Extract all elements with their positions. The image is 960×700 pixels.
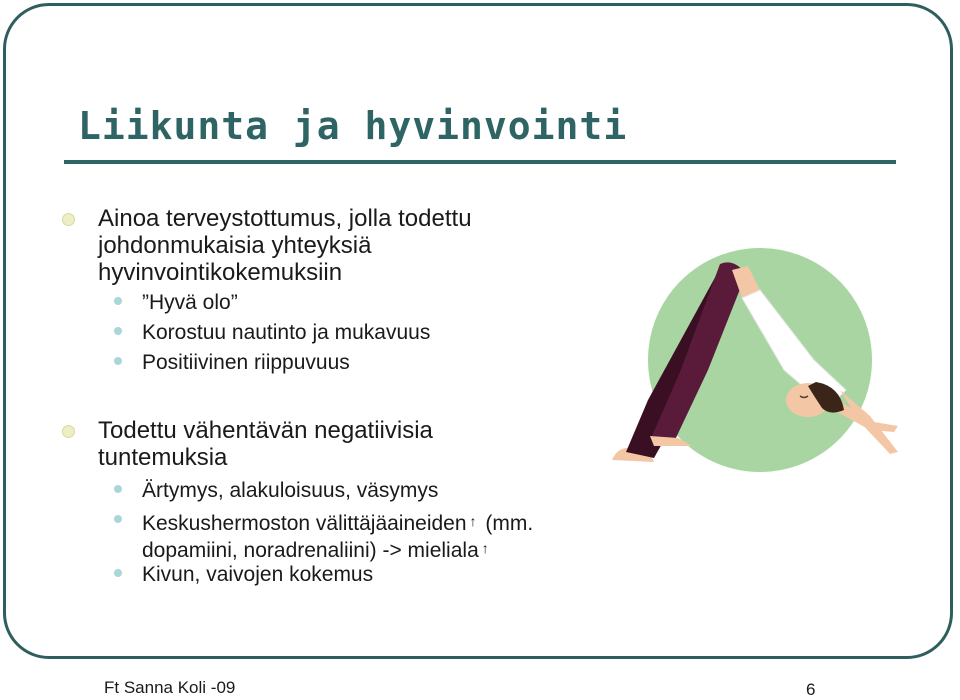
arrow-up-icon: ↑ (481, 540, 489, 556)
arrow-up-icon: ↑ (469, 513, 477, 529)
bullet-1: Ainoa terveystottumus, jolla todettu johdonmukaisia yhteyksiä hyvinvointikokemuksiin (98, 205, 568, 286)
sub-2-part-1: Keskushermoston välittäjäaineiden (142, 512, 467, 535)
page-number: 6 (806, 680, 816, 699)
slide-title: Liikunta ja hyvinvointi (78, 104, 628, 148)
bullet-1-sub-1: ”Hyvä olo” (142, 291, 622, 315)
sub-2-part-2: (mm. dopamiini, noradrenaliini) -> mieliala (142, 512, 534, 562)
bullet-2-sub-3: Kivun, vaivojen kokemus (142, 563, 622, 587)
yoga-illustration (608, 240, 908, 480)
bullet-1-sub-2: Korostuu nautinto ja mukavuus (142, 321, 622, 345)
bullet-1-sub-3: Positiivinen riippuvuus (142, 351, 622, 375)
footer-author: Ft Sanna Koli -09 (104, 678, 236, 697)
bullet-2-sub-1: Ärtymys, alakuloisuus, väsymys (142, 479, 622, 503)
bullet-2-sub-2 (142, 509, 612, 563)
bullet-2: Todettu vähentävän negatiivisia tuntemuksia (98, 417, 568, 471)
